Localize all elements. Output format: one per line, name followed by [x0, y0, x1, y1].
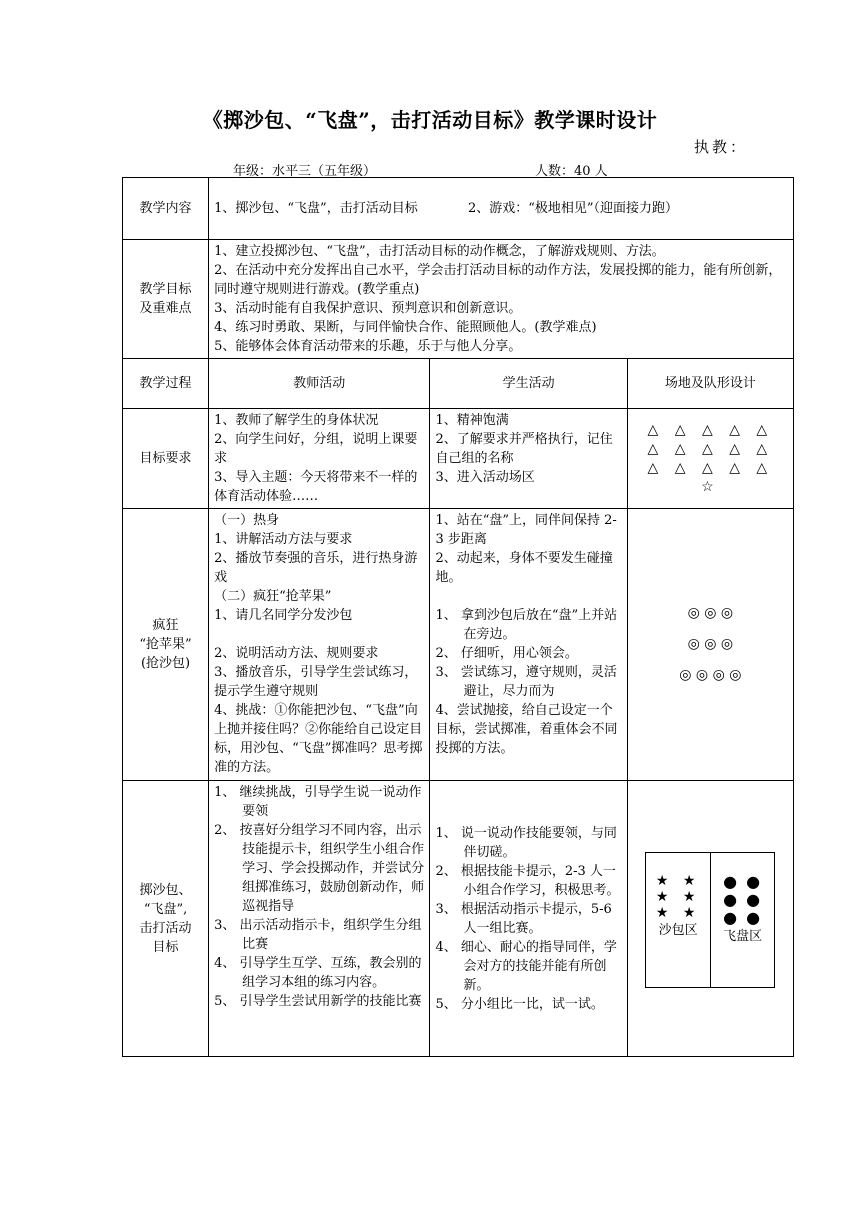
formation-circles — [627, 509, 793, 781]
stage-row-3 — [123, 781, 794, 1057]
star-icon: ★ ★ — [655, 888, 701, 905]
content-label: 教学内容 — [123, 178, 209, 240]
teacher-activity: 1、教师了解学生的身体状况 2、向学生问好，分组，说明上课要求 3、导入主题：今天将带来不一样的体育活动体验…… — [209, 409, 430, 509]
goal-line: 5、能够体会体育活动带来的乐趣，乐于与他人分享。 — [214, 339, 522, 354]
stage-label: 目标要求 — [123, 409, 209, 509]
activity-zones — [645, 852, 775, 988]
triangle-row: △ △ △ △ △ — [647, 421, 774, 438]
header-row — [123, 359, 794, 409]
header-formation: 场地及队形设计 — [627, 359, 793, 409]
header-teacher: 教师活动 — [209, 359, 430, 409]
teacher-activity: 1、 继续挑战，引导学生说一说动作要领 2、 按喜好分组学习不同内容，出示技能提示卡，组织学生小组合作学习、学会投掷动作，并尝试分组掷准练习，鼓励创新动作，师巡视指导 3、 出示活动指示卡，组织学生分组比赛 4、 引导学生互学、互练，教会别的组学习本组的练习内容。 5、 引导学生尝试用新学的技能比赛 — [209, 781, 430, 1057]
circle-row: ◎ ◎ ◎ — [687, 636, 734, 652]
frisbee-zone — [710, 853, 775, 987]
header-process: 教学过程 — [123, 359, 209, 409]
teacher-label: 执教： — [693, 138, 748, 156]
circle-row: ◎ ◎ ◎ — [687, 605, 734, 621]
goals-label: 教学目标 及重难点 — [123, 240, 209, 359]
triangle-row: △ △ △ △ △ — [647, 440, 774, 457]
goal-line: 2、在活动中充分发挥出自己水平，学会击打活动目标的动作方法，发展投掷的能力，能有所创新，同时遵守规则进行游戏。(教学重点) — [214, 263, 782, 297]
star-icon: ★ ★ — [655, 904, 701, 921]
goals-row — [123, 240, 794, 359]
circle-row: ◎ ◎ ◎ ◎ — [679, 667, 742, 683]
frisbee-zone-label: 飞盘区 — [723, 928, 763, 944]
student-count: 人数：40 人 — [535, 164, 608, 179]
student-activity: 1、精神饱满 2、了解要求并严格执行，记住自己组的名称 3、进入活动场区 — [430, 409, 627, 509]
content-row — [123, 178, 794, 240]
goal-line: 4、练习时勇敢、果断，与同伴愉快合作、能照顾他人。(教学难点) — [214, 320, 597, 335]
dot-icon: ● ● — [723, 871, 763, 891]
sandbag-zone — [646, 853, 710, 987]
star-icon: ★ ★ — [655, 872, 701, 889]
page-title: 《掷沙包、“飞盘”，击打活动目标》教学课时设计 — [202, 108, 658, 132]
stage-label: 掷沙包、 “飞盘”, 击打活动 目标 — [123, 781, 209, 1057]
content-item-2: 2、游戏：“极地相见”（迎面接力跑） — [467, 201, 679, 216]
lesson-table — [122, 177, 794, 1057]
goal-line: 3、活动时能有自我保护意识、预判意识和创新意识。 — [214, 301, 522, 316]
dot-icon: ● ● — [723, 907, 763, 927]
grade-info: 年级：水平三（五年级） — [233, 164, 377, 179]
stage-row-1 — [123, 409, 794, 509]
content-item-1: 1、掷沙包、“飞盘”，击打活动目标 — [214, 201, 418, 216]
formation-triangles — [627, 409, 793, 509]
header-student: 学生活动 — [430, 359, 627, 409]
goals-cell — [209, 240, 794, 359]
stage-label: 疯狂 “抢苹果” (抢沙包) — [123, 509, 209, 781]
student-activity: 1、站在“盘”上，同伴间保持 2-3 步距离 2、动起来，身体不要发生碰撞地。 1、 拿到沙包后放在“盘”上并站在旁边。 2、 仔细听，用心领会。 3、 尝试练习，遵守规则，灵活避让，尽力而为 4、尝试抛接，给自己设定一个目标，尝试掷准，着重体会不同投掷的方法。 — [430, 509, 627, 781]
dot-icon: ● ● — [723, 889, 763, 909]
student-activity: 1、 说一说动作技能要领，与同伴切磋。 2、 根据技能卡提示，2-3 人一小组合作学习，积极思考。 3、 根据活动指示卡提示，5-6 人一组比赛。 4、 细心、耐心的指导同伴，学会对方的技能并能有所创新。 5、 分小组比一比，试一试。 — [430, 781, 627, 1057]
formation-zones — [627, 781, 793, 1057]
teacher-activity: （一）热身 1、讲解活动方法与要求 2、播放节奏强的音乐，进行热身游戏 （二）疯狂“抢苹果” 1、请几名同学分发沙包 2、说明活动方法、规则要求 3、播放音乐，引导学生尝试练习，提示学生遵守规则 4、挑战：①你能把沙包、“飞盘”向上抛并接住吗？②你能给自己设定目标，用沙包、“飞盘”掷准吗？思考掷准的方法。 — [209, 509, 430, 781]
goal-line: 1、建立投掷沙包、“飞盘”，击打活动目标的动作概念，了解游戏规则、方法。 — [214, 244, 665, 259]
sandbag-zone-label: 沙包区 — [658, 922, 698, 938]
stage-row-2 — [123, 509, 794, 781]
star-icon: ☆ — [701, 478, 720, 495]
triangle-row: △ △ △ △ △ — [647, 459, 774, 476]
content-cell — [209, 178, 794, 240]
